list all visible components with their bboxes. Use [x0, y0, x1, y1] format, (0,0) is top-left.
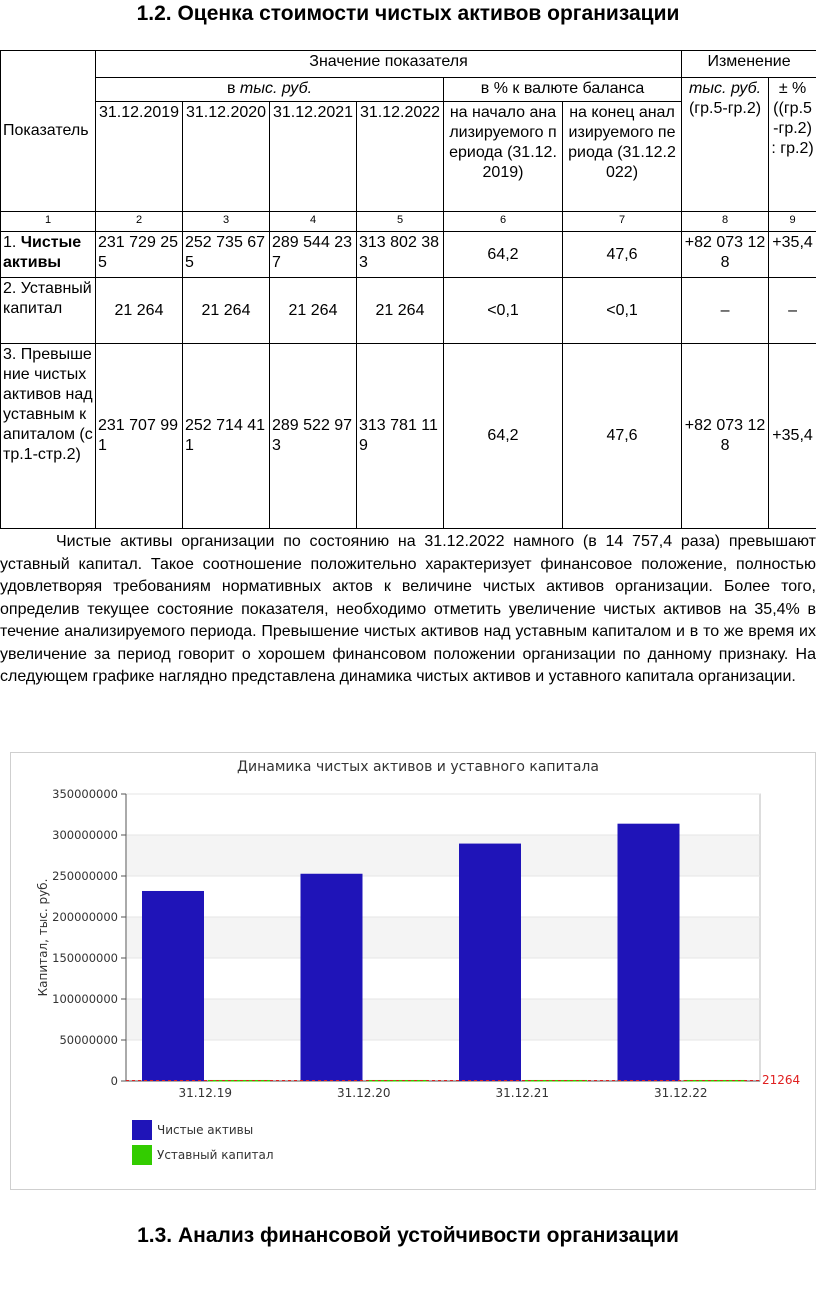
cell-value: 289 522 973 [270, 344, 357, 529]
cell-value: <0,1 [563, 278, 682, 344]
header-change-group: Изменение [682, 51, 816, 78]
legend-label: Чистые активы [157, 1123, 254, 1137]
legend-label: Уставный капитал [157, 1148, 274, 1162]
y-tick-label: 50000000 [59, 1033, 118, 1047]
cell-value: +35,4 [769, 344, 816, 529]
header-value-group: Значение показателя [96, 51, 682, 78]
header-pct-end: на конец анализируемого периода (31.12.2022) [563, 102, 682, 212]
section-title: 1.2. Оценка стоимости чистых активов организации [136, 2, 680, 25]
row-label: 3. Превышение чистых активов над уставным капиталом (стр.1-стр.2) [1, 344, 96, 529]
next-section-title: 1.3. Анализ финансовой устойчивости организации [137, 1224, 679, 1247]
cell-value: +35,4 [769, 232, 816, 278]
y-tick-label: 150000000 [52, 951, 118, 965]
cell-value: 21 264 [357, 278, 444, 344]
legend-swatch [132, 1120, 152, 1140]
row-label: 2. Уставный капитал [1, 278, 96, 344]
cell-value: 252 714 411 [183, 344, 270, 529]
table-row [1, 232, 816, 278]
x-tick-label: 31.12.20 [337, 1086, 391, 1100]
cell-value: 47,6 [563, 344, 682, 529]
col-number: 7 [563, 212, 682, 232]
cell-value: 64,2 [444, 344, 563, 529]
row-label: 1. Чистые активы [1, 232, 96, 278]
y-tick-label: 100000000 [52, 992, 118, 1006]
annotation-label: 21264 [762, 1072, 801, 1087]
header-change-pct: ± % ((гр.5-гр.2) : гр.2) [769, 78, 816, 212]
cell-value: 313 802 383 [357, 232, 444, 278]
bar-net-assets [618, 824, 680, 1081]
net-assets-chart [0, 752, 816, 1190]
header-date: 31.12.2022 [357, 102, 444, 212]
col-number: 1 [1, 212, 96, 232]
y-tick-label: 200000000 [52, 910, 118, 924]
col-number: 2 [96, 212, 183, 232]
x-tick-label: 31.12.19 [178, 1086, 232, 1100]
cell-value: 313 781 119 [357, 344, 444, 529]
legend-swatch [132, 1145, 152, 1165]
cell-value: 21 264 [96, 278, 183, 344]
col-number: 4 [270, 212, 357, 232]
header-pct: в % к валюте баланса [444, 78, 682, 102]
cell-value: 21 264 [270, 278, 357, 344]
bar-net-assets [301, 874, 363, 1081]
col-number: 9 [769, 212, 816, 232]
y-tick-label: 0 [110, 1074, 118, 1088]
cell-value: 252 735 675 [183, 232, 270, 278]
x-tick-label: 31.12.21 [495, 1086, 549, 1100]
cell-value: – [769, 278, 816, 344]
cell-value: 289 544 237 [270, 232, 357, 278]
y-tick-label: 350000000 [52, 787, 118, 801]
cell-value: 47,6 [563, 232, 682, 278]
header-date: 31.12.2019 [96, 102, 183, 212]
header-date: 31.12.2021 [270, 102, 357, 212]
bar-net-assets [459, 844, 521, 1081]
cell-value: 64,2 [444, 232, 563, 278]
x-tick-label: 31.12.22 [654, 1086, 708, 1100]
header-indicator: Показатель [1, 51, 96, 212]
cell-value: 21 264 [183, 278, 270, 344]
header-pct-start: на начало анализируемого периода (31.12.2019) [444, 102, 563, 212]
col-number: 5 [357, 212, 444, 232]
header-date: 31.12.2020 [183, 102, 270, 212]
y-axis-label: Капитал, тыс. руб. [36, 878, 50, 997]
chart-title: Динамика чистых активов и уставного капитала [237, 759, 599, 775]
header-change-rub: тыс. руб. (гр.5-гр.2) [682, 78, 769, 212]
net-assets-table [0, 50, 816, 529]
cell-value: +82 073 128 [682, 344, 769, 529]
bar-net-assets [142, 891, 204, 1081]
header-rub: в тыс. руб. [96, 78, 444, 102]
col-number: 6 [444, 212, 563, 232]
cell-value: – [682, 278, 769, 344]
table-row [1, 278, 816, 344]
analysis-paragraph: Чистые активы организации по состоянию на 31.12.2022 намного (в 14 757,4 раза) превышают уставный капитал. Такое соотношение положительно характеризует финансовое положение, полностью удовлетворяя требованиям нормативных актов к величине чистых активов организации. Более того, определив текущее состояние показателя, необходимо отметить увеличение чистых активов на 35,4% в течение анализируемого периода. Превышение чистых активов над уставным капиталом и в то же время их увеличение за период говорит о хорошем финансовом положении организации по данному признаку. На следующем графике наглядно представлена динамика чистых активов и уставного капитала организации. [0, 533, 816, 685]
col-number: 8 [682, 212, 769, 232]
table-row [1, 344, 816, 529]
cell-value: 231 707 991 [96, 344, 183, 529]
cell-value: +82 073 128 [682, 232, 769, 278]
y-tick-label: 300000000 [52, 828, 118, 842]
y-tick-label: 250000000 [52, 869, 118, 883]
cell-value: 231 729 255 [96, 232, 183, 278]
col-number: 3 [183, 212, 270, 232]
cell-value: <0,1 [444, 278, 563, 344]
